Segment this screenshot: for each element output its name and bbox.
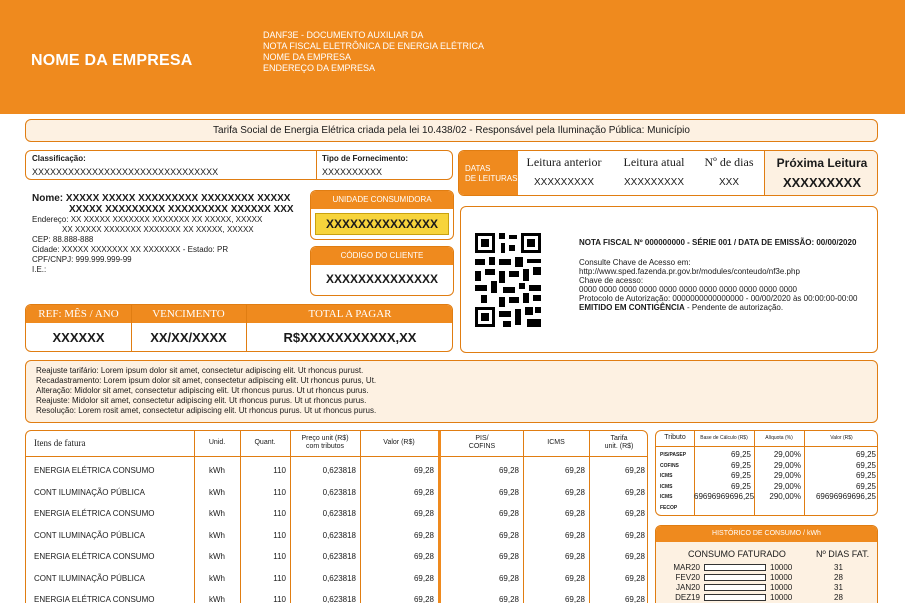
col-itens: Itens de fatura	[34, 438, 86, 448]
cell-pis: 69,28	[498, 595, 519, 603]
col-base: Base de Cálculo (R$)	[700, 435, 748, 441]
cliente-nome-value: XXXXX XXXXX XXXXXXXXX XXXXXXXX XXXXX	[65, 193, 291, 204]
consumo-faturado-label: CONSUMO FATURADO	[688, 549, 786, 559]
table-row	[656, 503, 878, 513]
tipo-fornecimento-label: Tipo de Fornecimento:	[322, 154, 409, 163]
nota-fiscal-box	[460, 206, 878, 353]
col-quant: Quant.	[254, 439, 276, 446]
cell-icms: 69,28	[564, 552, 585, 561]
table-row	[656, 450, 878, 460]
cell-valor: 69,28	[413, 509, 434, 518]
historico-consumo	[655, 525, 878, 603]
historico-mes: MAR20	[673, 563, 700, 572]
reajuste-line: Recadastramento: Lorem ipsum dolor sit amet, consectetur adipiscing elit. Ut rhoncus purus, Ut.	[36, 376, 377, 385]
col-tarifa	[589, 431, 648, 451]
table-row	[26, 483, 648, 503]
codigo-cliente-box	[310, 246, 454, 296]
table-row	[26, 569, 648, 589]
cell-tarifa: 69,28	[624, 487, 645, 497]
classificacao-box	[25, 150, 453, 180]
ref-value: XXXXXX	[52, 330, 105, 345]
danfe-line: NOTA FISCAL ELETRÔNICA DE ENERGIA ELÉTRICA	[263, 41, 485, 51]
nota-fiscal-line: Consulte Chave de Acesso em:	[579, 258, 691, 267]
historico-dias: 31	[834, 563, 843, 572]
danfe-line: NOME DA EMPRESA	[263, 52, 352, 62]
cell-quant: 110	[273, 595, 286, 603]
vencimento-value: XX/XX/XXXX	[150, 330, 227, 345]
list-item	[656, 563, 878, 572]
consumo-bar	[704, 574, 766, 581]
contingencia-status	[579, 303, 857, 312]
unidade-consumidora-label: UNIDADE CONSUMIDORA	[311, 191, 453, 209]
reajuste-notes	[25, 360, 878, 423]
col-valor-tributo: Valor (R$)	[830, 435, 853, 441]
cell-preco: 0,623818	[322, 530, 356, 540]
consumo-bar	[704, 564, 766, 571]
leitura-atual-label: Leitura atual	[623, 155, 685, 169]
cell-preco: 0,623818	[322, 466, 356, 475]
leitura-anterior-value: XXXXXXXXX	[533, 177, 595, 188]
cell-base: 69,25	[730, 471, 751, 480]
cell-name: FECOP	[660, 504, 678, 511]
nota-fiscal-line: Chave de acesso:	[579, 276, 644, 285]
sped-url-link[interactable]: http://www.sped.fazenda.pr.gov.br/modules/conteudo/nf3e.php	[579, 267, 800, 276]
cell-preco: 0,623818	[322, 573, 356, 583]
cell-unid: kWh	[209, 487, 225, 497]
cell-valor: 69,28	[413, 573, 434, 583]
cell-quant: 110	[273, 573, 286, 583]
cell-desc: ENERGIA ELÉTRICA CONSUMO	[34, 552, 155, 561]
datas-tag-line: DE LEITURAS	[465, 174, 518, 183]
tributos-header	[656, 431, 878, 447]
cell-quant: 110	[273, 530, 286, 540]
cell-tarifa: 69,28	[624, 509, 645, 518]
total-label: TOTAL A PAGAR	[308, 308, 392, 320]
cliente-endereco-line2: XX XXXXX XXXXXXX XXXXXXX XX XXXXX, XXXXX	[62, 225, 254, 234]
table-row	[26, 504, 648, 524]
cell-quant: 110	[273, 509, 286, 518]
cell-name: COFINS	[660, 462, 679, 469]
cell-icms: 69,28	[564, 530, 585, 540]
table-row	[656, 461, 878, 471]
cliente-nome-line2: XXXXX XXXXXXXXX XXXXXXXXX XXXXXX XXX	[69, 204, 294, 215]
consumo-bar	[704, 594, 766, 601]
classificacao-value: XXXXXXXXXXXXXXXXXXXXXXXXXXXXXXX	[32, 167, 219, 177]
cell-quant: 110	[273, 552, 286, 561]
consumo-bar	[704, 584, 766, 591]
tributos-table	[655, 430, 878, 516]
cell-desc: CONT ILUMINAÇÃO PÚBLICA	[34, 573, 145, 583]
cell-valor: 69,28	[413, 466, 434, 475]
historico-consumo: 10000	[770, 583, 793, 592]
cell-name: ICMS	[660, 473, 673, 479]
cell-valor: 69,28	[413, 530, 434, 540]
reajuste-line: Reajuste: Midolor sit amet, consectetur adipiscing elit. Ut rhoncus purus. Ut ut rhoncus purus.	[36, 396, 367, 405]
cell-icms: 69,28	[564, 573, 585, 583]
col-pis-cofins	[441, 431, 523, 451]
cliente-nome	[32, 193, 312, 204]
qr-code-icon	[473, 231, 543, 329]
table-row	[656, 471, 878, 481]
cell-unid: kWh	[209, 573, 225, 583]
cell-pis: 69,28	[498, 487, 519, 497]
cell-valor: 69,28	[413, 552, 434, 561]
chave-acesso: 0000 0000 0000 0000 0000 0000 0000 0000 0000 0000 0000	[579, 285, 797, 294]
historico-dias: 28	[834, 573, 843, 582]
nota-fiscal-info	[579, 258, 857, 312]
cell-pis: 69,28	[498, 573, 519, 583]
cell-pis: 69,28	[498, 466, 519, 475]
col-preco-l2: com tributos	[305, 443, 345, 450]
cell-desc: ENERGIA ELÉTRICA CONSUMO	[34, 509, 155, 518]
col-pis-l1: PIS/	[475, 435, 489, 442]
proxima-leitura-value: XXXXXXXXX	[782, 175, 862, 190]
historico-consumo: 10000	[770, 563, 793, 572]
cell-name: PIS/PASEP	[660, 452, 687, 458]
col-unid: Unid.	[208, 439, 226, 446]
cell-base: 69,25	[730, 450, 751, 459]
danfe-line: DANF3E - DOCUMENTO AUXILIAR DA	[263, 30, 424, 40]
historico-consumo: 10000	[770, 573, 793, 582]
col-tributo: Tributo	[664, 434, 686, 441]
cell-desc: ENERGIA ELÉTRICA CONSUMO	[34, 595, 155, 603]
cell-name: ICMS	[660, 494, 673, 500]
cliente-ie: I.E.:	[32, 265, 47, 274]
unidade-consumidora-box	[310, 190, 454, 240]
cliente-cidade: Cidade: XXXXX XXXXXXX XX XXXXXXX - Estado: PR	[32, 245, 229, 254]
pagamento-box	[25, 304, 453, 352]
historico-title: HISTÓRICO DE CONSUMO / kWh	[656, 526, 877, 542]
cell-valor: 69696969696,25	[815, 492, 876, 501]
cell-pis: 69,28	[498, 509, 519, 518]
cell-valor: 69,28	[413, 595, 434, 603]
numero-dias	[699, 155, 759, 188]
unidade-consumidora-value: XXXXXXXXXXXXXX	[315, 213, 449, 235]
table-row	[656, 492, 878, 502]
historico-mes: FEV20	[675, 573, 700, 582]
list-item	[656, 593, 878, 602]
codigo-cliente-value: XXXXXXXXXXXXXX	[325, 272, 439, 286]
invoice-header	[0, 0, 905, 114]
col-aliquota: Alíquota (%)	[765, 435, 793, 441]
leitura-anterior-label: Leitura anterior	[526, 155, 602, 169]
table-row	[26, 526, 648, 546]
cell-valor: 69,25	[855, 450, 876, 459]
cell-preco: 0,623818	[322, 595, 356, 603]
cell-base: 69696969696,25	[694, 492, 755, 501]
numero-dias-value: XXX	[718, 177, 739, 188]
cell-valor: 69,25	[855, 460, 876, 470]
cell-unid: kWh	[209, 466, 225, 475]
divider	[246, 305, 247, 352]
historico-mes: DEZ19	[675, 593, 700, 602]
col-preco-l1: Preço unit (R$)	[301, 435, 349, 442]
col-icms: ICMS	[547, 439, 565, 446]
tarifa-social-banner: Tarifa Social de Energia Elétrica criada pela lei 10.438/02 - Responsável pela Iluminação Pública: Município	[25, 119, 878, 142]
company-name: NOME DA EMPRESA	[31, 52, 193, 69]
datas-tag-line: DATAS	[465, 164, 491, 173]
contingencia-bold: EMITIDO EM CONTIGÊNCIA	[579, 303, 685, 312]
reajuste-line: Reajuste tarifário: Lorem ipsum dolor sit amet, consectetur adipiscing elit. Ut rhoncus purust.	[36, 366, 364, 375]
cell-aliq: 29,00%	[773, 471, 801, 480]
cell-quant: 110	[273, 487, 286, 497]
protocolo-autorizacao: Protocolo de Autorização: 0000000000000000 - 00/00/2020 às 00:00:00-00:00	[579, 294, 858, 303]
classificacao-label: Classificação:	[32, 154, 86, 163]
historico-mes: JAN20	[675, 583, 700, 592]
cell-tarifa: 69,28	[624, 552, 645, 561]
col-tarifa-l1: Tarifa	[610, 435, 628, 442]
itens-header	[26, 431, 648, 457]
cell-desc: CONT ILUMINAÇÃO PÚBLICA	[34, 487, 145, 497]
datas-tag	[459, 151, 518, 196]
cell-icms: 69,28	[564, 509, 585, 518]
cell-quant: 110	[273, 466, 286, 475]
itens-fatura-table	[25, 430, 648, 603]
cell-unid: kWh	[209, 509, 225, 518]
cliente-info	[32, 193, 312, 275]
proxima-leitura	[764, 151, 878, 196]
cliente-nome-label: Nome:	[32, 193, 64, 204]
cell-pis: 69,28	[498, 552, 519, 561]
cliente-endereco: Endereço: XX XXXXX XXXXXXX XXXXXXX XX XXXXX, XXXXX	[32, 215, 263, 224]
col-pis-l2: COFINS	[468, 443, 496, 450]
nota-fiscal-title: NOTA FISCAL Nº 000000000 - SÉRIE 001 / DATA DE EMISSÃO: 00/00/2020	[579, 238, 857, 247]
tipo-fornecimento-value: XXXXXXXXXX	[322, 167, 383, 177]
list-item	[656, 583, 878, 592]
total-value: R$XXXXXXXXXXX,XX	[283, 330, 417, 345]
cell-base: 69,25	[730, 460, 751, 470]
cell-aliq: 290,00%	[769, 492, 801, 501]
cell-desc: CONT ILUMINAÇÃO PÚBLICA	[34, 530, 145, 540]
numero-dias-label: Nº de dias	[704, 155, 754, 169]
datas-leituras-box	[458, 150, 878, 196]
cell-unid: kWh	[209, 595, 225, 603]
vencimento-label: VENCIMENTO	[152, 308, 225, 320]
cell-unid: kWh	[209, 552, 225, 561]
dias-faturados-label: Nº DIAS FAT.	[816, 549, 870, 559]
cell-tarifa: 69,28	[624, 530, 645, 540]
reajuste-line: Alteração: Midolor sit amet, consectetur adipiscing elit. Ut rhoncus purus. Ut ut rhoncus purus.	[36, 386, 369, 395]
cell-valor: 69,25	[855, 471, 876, 480]
cell-valor: 69,25	[855, 481, 876, 491]
cell-preco: 0,623818	[322, 552, 356, 561]
codigo-cliente-label: CÓDIGO DO CLIENTE	[311, 247, 453, 265]
cell-tarifa: 69,28	[624, 595, 645, 603]
cell-base: 69,25	[730, 481, 751, 491]
table-row	[656, 482, 878, 492]
col-preco	[290, 431, 360, 451]
divider	[316, 151, 317, 179]
cliente-cep: CEP: 88.888-888	[32, 235, 94, 244]
list-item	[656, 573, 878, 582]
cell-aliq: 29,00%	[773, 460, 801, 470]
cell-aliq: 29,00%	[773, 481, 801, 491]
cell-preco: 0,623818	[322, 487, 356, 497]
historico-dias: 28	[834, 593, 843, 602]
contingencia-rest: - Pendente de autorização.	[684, 303, 784, 312]
proxima-leitura-label: Próxima Leitura	[776, 156, 868, 170]
cell-icms: 69,28	[564, 487, 585, 497]
cell-valor: 69,28	[413, 487, 434, 497]
leitura-atual	[609, 155, 699, 188]
col-tarifa-l2: unit. (R$)	[604, 443, 634, 450]
cell-pis: 69,28	[498, 530, 519, 540]
cliente-cpf: CPF/CNPJ: 999.999.999-99	[32, 255, 132, 264]
divider	[131, 305, 132, 352]
reajuste-line: Resolução: Lorem rosit amet, consectetur adipiscing elit. Ut rhoncus purus. Ut ut rhoncus purus.	[36, 406, 377, 415]
cell-icms: 69,28	[564, 595, 585, 603]
cell-tarifa: 69,28	[624, 466, 645, 475]
cell-aliq: 29,00%	[773, 450, 801, 459]
cell-preco: 0,623818	[322, 509, 356, 518]
table-row	[26, 547, 648, 567]
cell-desc: ENERGIA ELÉTRICA CONSUMO	[34, 466, 155, 475]
leitura-atual-value: XXXXXXXXX	[623, 177, 685, 188]
cell-name: ICMS	[660, 483, 673, 490]
danfe-line: ENDEREÇO DA EMPRESA	[263, 63, 376, 73]
cell-unid: kWh	[209, 530, 225, 540]
col-valor: Valor (R$)	[383, 439, 415, 446]
cell-icms: 69,28	[564, 466, 585, 475]
historico-consumo: 10000	[770, 593, 793, 602]
danfe-info	[263, 30, 484, 74]
historico-dias: 31	[834, 583, 843, 592]
table-row	[26, 590, 648, 603]
ref-label: REF: MÊS / ANO	[38, 308, 119, 320]
leitura-anterior	[519, 155, 609, 188]
cell-tarifa: 69,28	[624, 573, 645, 583]
table-row	[26, 461, 648, 481]
